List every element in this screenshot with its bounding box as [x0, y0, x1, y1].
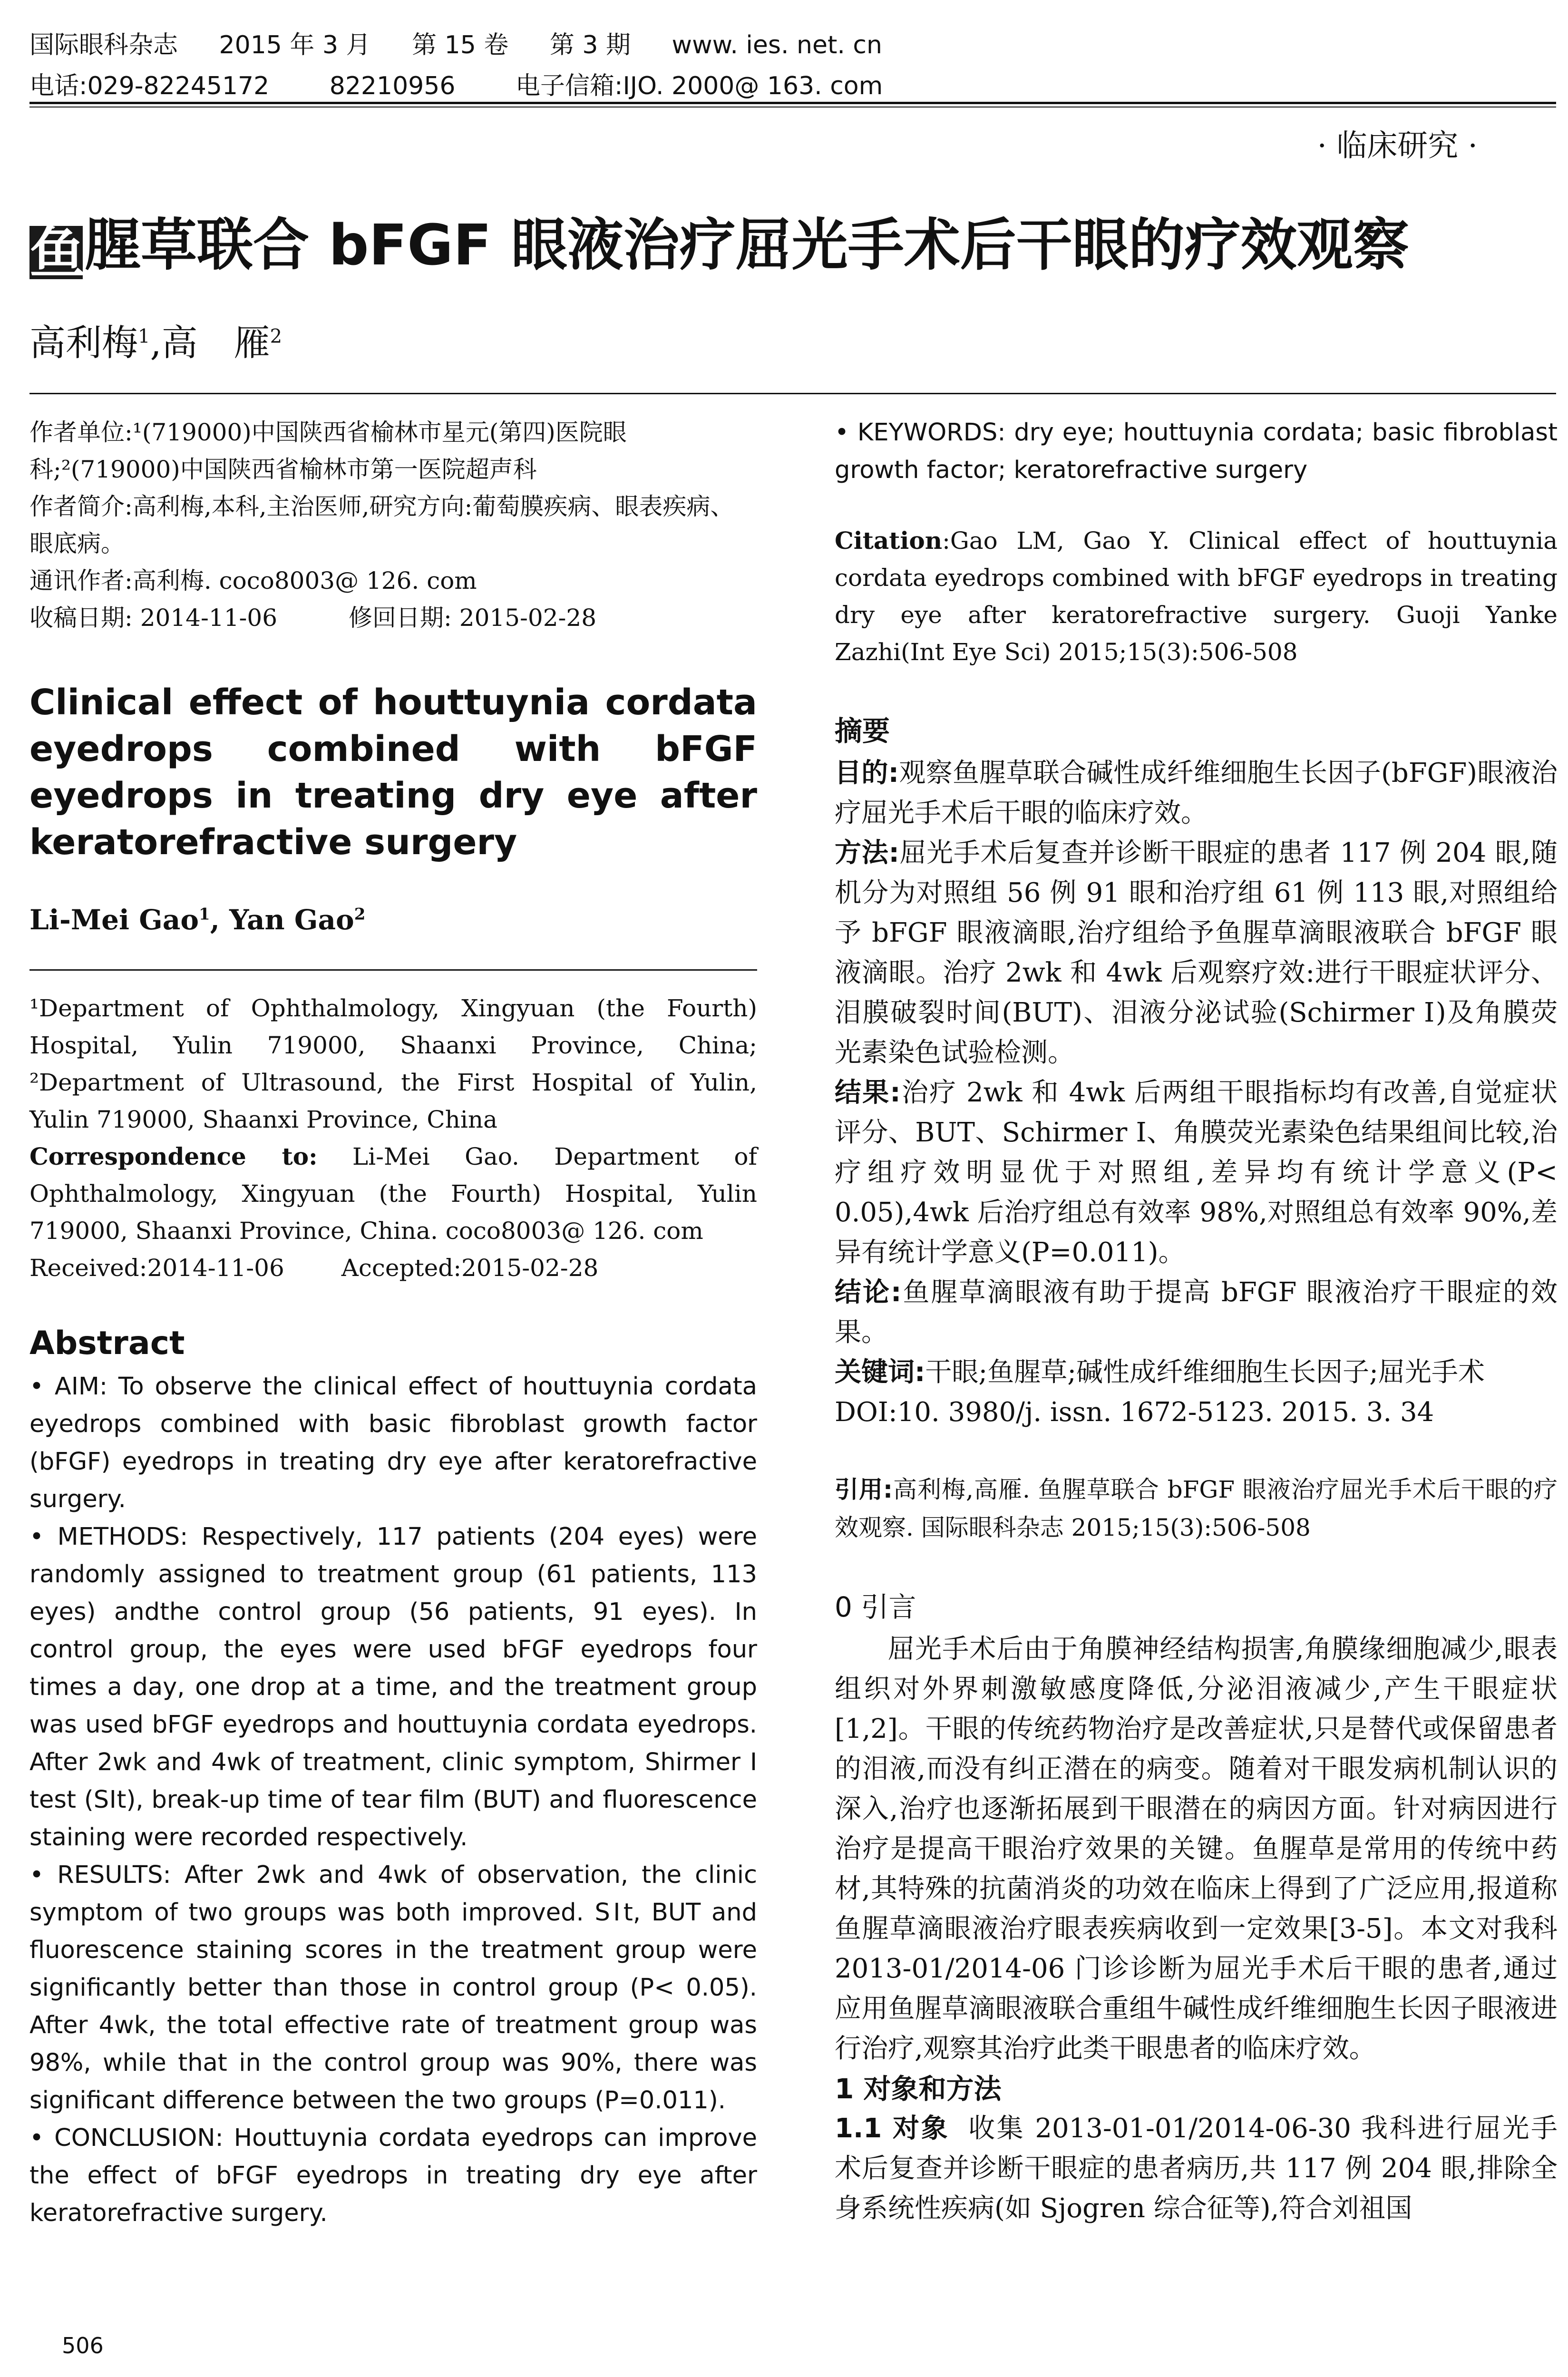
running-header-line2 — [29, 66, 1076, 101]
phone: 电话:029-82245172 — [29, 72, 270, 100]
received-dates-cn: 收稿日期: 2014-11-06 修回日期: 2015-02-28 — [29, 604, 597, 632]
citation-text: :Gao LM, Gao Y. Clinical effect of houttuynia cordata eyedrops combined with bFGF eyedrops in treating dry eye after keratorefractive surgery. Guoji Yanke Zazhi(Int Eye Sci) 2015;15(3):506-508 — [835, 527, 1558, 666]
website: www. ies. net. cn — [672, 31, 882, 59]
citation-cn — [835, 1471, 1558, 1547]
abstract-body — [29, 1368, 757, 2232]
right-column — [835, 414, 1558, 2229]
correspondence-label: Correspondence to: — [29, 1142, 318, 1170]
cn-keywords-text: 干眼;鱼腥草;碱性成纤维细胞生长因子;屈光手术 — [925, 1357, 1485, 1388]
en-author-1: Li-Mei Gao — [29, 904, 199, 936]
en-author-sep: , — [210, 904, 230, 936]
cn-conclusion-label: 结论: — [835, 1277, 902, 1308]
abstract-conclusion: • CONCLUSION: Houttuynia cordata eyedrops can improve the effect of bFGF eyedrops in treating dry eye after keratorefractive surgery. — [29, 2124, 757, 2227]
section-tag: · 临床研究 · — [1317, 128, 1478, 164]
cn-methods-label: 方法: — [835, 838, 899, 868]
citation-label: Citation — [835, 526, 943, 555]
english-affiliation — [29, 990, 757, 1286]
email: 电子信箱:IJO. 2000@ 163. com — [515, 72, 883, 100]
header-divider — [29, 102, 1556, 104]
title-highlight-char: 鱼 — [29, 220, 86, 285]
correspondence-text: Li-Mei Gao. Department of Ophthalmology, Xingyuan (the Fourth) Hospital, Yulin 719000, Shaanxi Province, China. coco8003@ 126. com — [29, 1143, 757, 1245]
correspondence — [29, 1138, 757, 1249]
intro-paragraph: 屈光手术后由于角膜神经结构损害,角膜缘细胞减少,眼表组织对外界刺激敏感度降低,分泌泪液减少,产生干眼症状[1,2]。干眼的传统药物治疗是改善症状,只是替代或保留患者的泪液,而没有纠正潜在的病变。随着对干眼发病机制认识的深入,治疗也逐渐拓展到干眼潜在的病因方面。针对病因进行治疗是提高干眼治疗效果的关键。鱼腥草是常用的传统中药材,其特殊的抗菌消炎的功效在临床上得到了广泛应用,报道称鱼腥草滴眼液治疗眼表疾病收到一定效果[3-5]。本文对我科 2013-01/2014-06 门诊诊断为屈光手术后干眼的患者,通过应用鱼腥草滴眼液联合重组牛碱性成纤维细胞生长因子眼液进行治疗,观察其治疗此类干眼患者的临床疗效。 — [835, 1634, 1558, 2064]
cn-results — [835, 1073, 1558, 1273]
english-authors — [29, 904, 757, 936]
cn-conclusion-text: 鱼腥草滴眼液有助于提高 bFGF 眼液治疗干眼症的效果。 — [835, 1277, 1558, 1348]
article-title — [29, 200, 1566, 285]
journal-name: 国际眼科杂志 — [29, 31, 178, 59]
title-divider — [29, 393, 1556, 394]
affiliation-cn — [29, 414, 757, 636]
running-header-line1 — [29, 25, 1076, 60]
doi: DOI:10. 3980/j. issn. 1672-5123. 2015. 3. 34 — [835, 1397, 1434, 1428]
section-1-heading: 1 对象和方法 — [835, 2073, 1002, 2105]
citation-en — [835, 522, 1558, 671]
abstract-heading: Abstract — [29, 1325, 185, 1362]
cn-keywords — [835, 1353, 1558, 1393]
section-1-1 — [835, 2109, 1558, 2229]
received-accepted — [29, 1249, 757, 1286]
intro-body — [835, 1629, 1558, 2069]
phone-alt: 82210956 — [329, 72, 456, 100]
cite-cn-label: 引用: — [835, 1476, 893, 1503]
en-author-2-sup: 2 — [354, 905, 366, 924]
abstract-methods: • METHODS: Respectively, 117 patients (204 eyes) were randomly assigned to treatment group (61 patients, 113 eyes) andthe control group (56 patients, 91 eyes). In control group, the eyes were used bFGF eyedrops four times a day, one drop at a time, and the treatment group was used bFGF eyedrops and houttuynia cordata eyedrops. After 2wk and 4wk of treatment, clinic symptom, Shirmer Ⅰ test (SⅠt), break-up time of tear film (BUT) and fluorescence staining were recorded respectively. — [29, 1523, 757, 1851]
cn-aim-label: 目的: — [835, 758, 899, 789]
left-column — [29, 414, 757, 2232]
author-bio: 作者简介:高利梅,本科,主治医师,研究方向:葡萄膜疾病、眼表疾病、眼底病。 — [29, 493, 734, 557]
affiliation-unit: 作者单位:¹(719000)中国陕西省榆林市星元(第四)医院眼科;²(719000)中国陕西省榆林市第一医院超声科 — [29, 419, 627, 483]
abstract-aim: • AIM: To observe the clinical effect of houttuynia cordata eyedrops combined with basic fibroblast growth factor (bFGF) eyedrops in treating dry eye after keratorefractive surgery. — [29, 1373, 757, 1513]
english-keywords — [835, 414, 1558, 489]
received-date: Received:2014-11-06 — [29, 1254, 284, 1282]
author-1: 高利梅 — [29, 321, 138, 364]
keywords-en-text: • KEYWORDS: dry eye; houttuynia cordata; basic fibroblast growth factor; keratorefractive surgery — [835, 419, 1558, 484]
english-title: Clinical effect of houttuynia cordata eyedrops combined with bFGF eyedrops in treating dry eye after keratorefractive surgery — [29, 682, 757, 863]
cn-abstract-heading: 摘要 — [835, 715, 890, 747]
author-sep: , — [150, 321, 162, 364]
cn-abstract — [835, 753, 1558, 1432]
en-affiliation-text: ¹Department of Ophthalmology, Xingyuan (the Fourth) Hospital, Yulin 719000, Shaanxi Province, China; ²Department of Ultrasound, the First Hospital of Yulin, Yulin 719000, Shaanxi Province, China — [29, 994, 757, 1133]
authors-cn — [29, 314, 282, 366]
cn-methods — [835, 833, 1558, 1073]
author-2-sup: 2 — [270, 325, 282, 348]
intro-heading: 0 引言 — [835, 1591, 916, 1623]
issue-date: 2015 年 3 月 — [219, 31, 371, 59]
abstract-results: • RESULTS: After 2wk and 4wk of observation, the clinic symptom of two groups was both improved. SⅠt, BUT and fluorescence staining scores in the treatment group were significantly better than those in control group (P< 0.05). After 4wk, the total effective rate of treatment group was 98%, while that in the control group was 90%, there was significant difference between the two groups (P=0.011). — [29, 1861, 757, 2114]
author-2: 高 雁 — [161, 321, 270, 364]
cn-aim — [835, 753, 1558, 833]
cn-methods-text: 屈光手术后复查并诊断干眼症的患者 117 例 204 眼,随机分为对照组 56 例 91 眼和治疗组 61 例 113 眼,对照组给予 bFGF 眼液滴眼,治疗组给予鱼腥草滴眼液联合 bFGF 眼液滴眼。治疗 2wk 和 4wk 后观察疗效:进行干眼症状评分、泪膜破裂时间(BUT)、泪液分泌试验(Schirmer Ⅰ)及角膜荧光素染色试验检测。 — [835, 838, 1558, 1068]
cn-results-label: 结果: — [835, 1077, 901, 1108]
section-1-1-label: 1.1 对象 — [835, 2113, 950, 2144]
cn-conclusion — [835, 1273, 1558, 1353]
accepted-date: Accepted:2015-02-28 — [341, 1254, 599, 1282]
en-author-1-sup: 1 — [199, 905, 210, 924]
cn-keywords-label: 关键词: — [835, 1357, 925, 1388]
en-divider — [29, 969, 757, 971]
cite-cn-text: 高利梅,高雁. 鱼腥草联合 bFGF 眼液治疗屈光手术后干眼的疗效观察. 国际眼科杂志 2015;15(3):506-508 — [835, 1476, 1558, 1541]
page-number: 506 — [62, 2333, 104, 2358]
section-1-1-text: 收集 2013-01-01/2014-06-30 我科进行屈光手术后复查并诊断干眼症的患者病历,共 117 例 204 眼,排除全身系统性疾病(如 Sjogren 综合征等),符合刘祖国 — [835, 2113, 1558, 2224]
corresponding-author: 通讯作者:高利梅. coco8003@ 126. com — [29, 567, 477, 594]
author-1-sup: 1 — [138, 325, 150, 348]
volume: 第 15 卷 — [412, 31, 509, 59]
cn-results-text: 治疗 2wk 和 4wk 后两组干眼指标均有改善,自觉症状评分、BUT、Schirmer Ⅰ、角膜荧光素染色结果组间比较,治疗组疗效明显优于对照组,差异均有统计学意义(P< 0.05),4wk 后治疗组总有效率 98%,对照组总有效率 90%,差异有统计学意义(P=0.011)。 — [835, 1077, 1558, 1268]
cn-aim-text: 观察鱼腥草联合碱性成纤维细胞生长因子(bFGF)眼液治疗屈光手术后干眼的临床疗效。 — [835, 758, 1558, 828]
title-text: 腥草联合 bFGF 眼液治疗屈光手术后干眼的疗效观察 — [85, 212, 1409, 278]
issue: 第 3 期 — [549, 31, 631, 59]
en-author-2: Yan Gao — [229, 904, 354, 936]
